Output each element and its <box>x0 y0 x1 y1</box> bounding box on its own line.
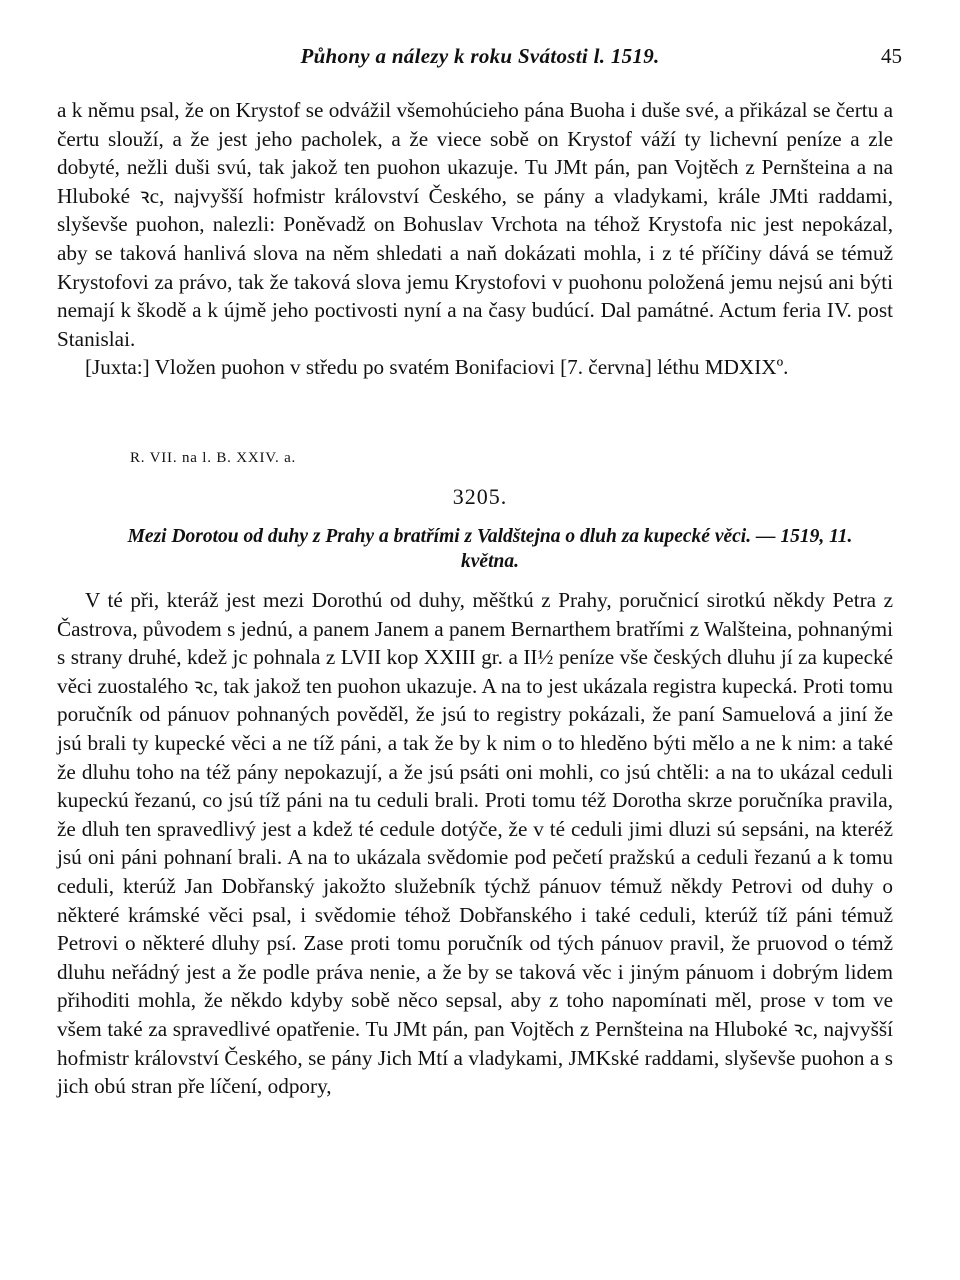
entry-heading: Mezi Dorotou od duhy z Prahy a bratřími z Valdštejna o dluh za kupecké věci. — 1519, 11. května. <box>127 526 853 572</box>
page-number: 45 <box>881 44 902 68</box>
entry-body <box>57 586 893 1101</box>
source-reference: R. VII. na l. B. XXIV. a. <box>130 450 297 466</box>
entry-body-paragraph: V té při, kteráž jest mezi Dorothú od duhy, měštkú z Prahy, poručnicí sirotkú někdy Petra z Častrova, původem s jednú, a panem Janem a panem Bernarthem bratřími z Walšteina, pohnanými s strany druhé, kdež jc pohnala z LVII kop XXIII gr. a II½ peníze vše českých dluhu jí za kupecké věci zuostalého ꝛc, tak jakož ten puohon ukazuje. A na to jest ukázala registra kupecká. Proti tomu poručník od pánuov pohnaných pověděl, že jsú to registry pokázali, že paní Samuelová a jiní že jsú brali ty kupecké věci a ne tíž páni, a tak že by k nim o to hleděno býti mělo a ne k nim: a také že dluhu toho na též pány nepokazují, a že jsú psáti oni mohli, co jsú chtěli: a na to ukázal ceduli kupeckú řezanú, co jsú tíž páni na tu ceduli brali. Proti tomu též Dorotha skrze poručníka pravila, že dluh ten spravedlivý jest a kdež té cedule dotýče, že v té ceduli jimi dluzi sú sepsáni, na kteréž jsú oni páni pohnaní brali. A na to ukázala svědomie pod pečetí pražskú a ceduli řezanú a k tomu ceduli, kterúž Jan Dobřanský jakožto služebník týchž pánuov témuž někdy Petrovi od duhy o některé krámské věci psal, i svědomie téhož Dobřanského i také ceduli, kterúž tíž páni témuž Petrovi o některé dluhy psí. Zase proti tomu poručník od tých pánuov pravil, že pruovod o témž dluhu neřádný jest a že podle práva nenie, a že by se taková věc i jiným pánuom i dobrým lidem přihoditi mohla, že někdo kdyby sobě něco sepsal, aby z toho napomínati měl, prose v tom ve všem také za spravedlivé opatřenie. Tu JMt pán, pan Vojtěch z Pernšteina na Hluboké ꝛc, najvyšší hofmistr království Českého, se pány Jich Mtí a vladykami, JMKské raddami, slyševše puohon a s jich obú stran pře líčení, odpory, <box>57 588 893 1099</box>
entry-note: [Juxta:] Vložen puohon v středu po svatém Bonifaciovi [7. června] léthu MDXIXº. <box>85 355 789 380</box>
previous-entry-continuation <box>57 96 893 382</box>
entry-number: 3205. <box>452 484 508 509</box>
previous-entry-paragraph: a k němu psal, že on Krystof se odvážil všemohúcieho pána Buoha i duše své, a přikázal se čertu a čertu slouží, a že jest jeho pacholek, a že viece sobě on Krystof váží ty lichevní peníze a zle dobyté, nežli duši svú, tak jakož ten puohon ukazuje. Tu JMt pán, pan Vojtěch z Pernšteina a na Hluboké ꝛc, najvyšší hofmistr království Českého, se pány a vladykami, krále JMti raddami, slyševše puohon, nalezli: Poněvadž on Bohuslav Vrchota na téhož Krystofa nic jest nepokázal, aby se taková hanlivá slova na něm shledati a naň dokázati mohla, i z té příčiny dává se témuž Krystofovi za právo, tak že taková slova jemu Krystofovi v puohonu položená jemu nejsú ani býti nemají k škodě a k újmě jeho poctivosti nyní a na časy budúcí. Dal památné. Actum feria IV. post Stanislai. <box>57 98 893 351</box>
running-title: Půhony a nálezy k roku Svátosti l. 1519. <box>300 44 660 68</box>
running-head <box>0 44 960 74</box>
